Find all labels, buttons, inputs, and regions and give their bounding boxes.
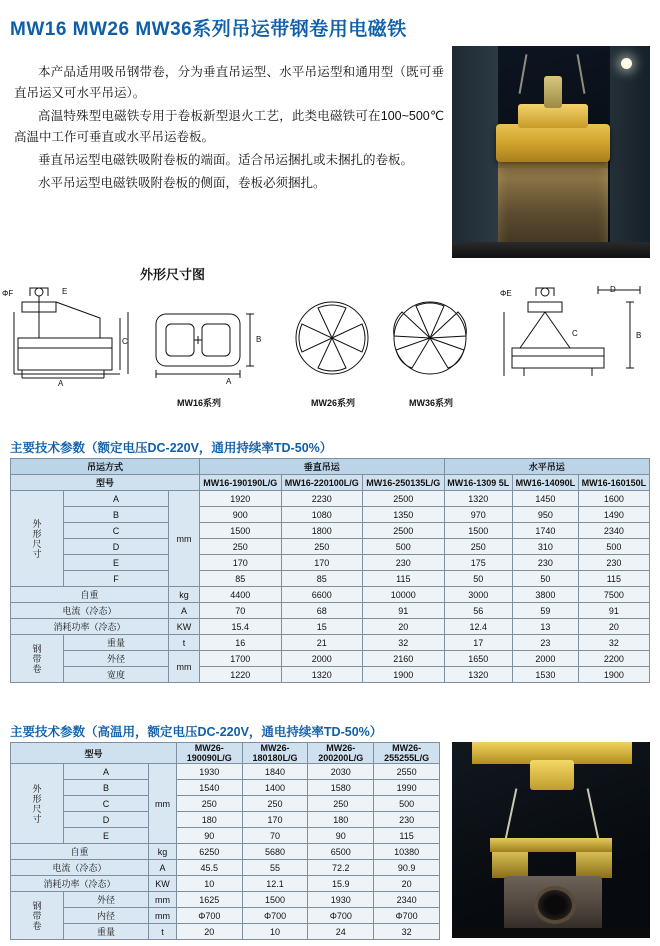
value-cell: 1580 xyxy=(308,780,374,796)
value-cell: 230 xyxy=(374,812,440,828)
value-cell: 250 xyxy=(308,796,374,812)
value-cell: 15.9 xyxy=(308,876,374,892)
unit-cell: mm xyxy=(169,651,200,683)
value-cell: 55 xyxy=(242,860,308,876)
model-cell: MW16-250135L/G xyxy=(363,475,445,491)
value-cell: 59 xyxy=(513,603,579,619)
drawing-caption-mw36: MW36系列 xyxy=(408,398,453,408)
svg-text:ΦF: ΦF xyxy=(2,289,14,298)
value-cell: 50 xyxy=(513,571,579,587)
svg-text:C: C xyxy=(122,337,128,346)
product-photo-top xyxy=(452,46,650,258)
value-cell: 170 xyxy=(242,812,308,828)
value-cell: 115 xyxy=(374,828,440,844)
svg-text:C: C xyxy=(572,329,578,338)
value-cell: 1530 xyxy=(513,667,579,683)
table-row xyxy=(11,459,650,475)
value-cell: 250 xyxy=(242,796,308,812)
model-cell: MW16-1309 5L xyxy=(444,475,512,491)
value-cell: 1900 xyxy=(578,667,649,683)
model-cell: MW16-190190L/G xyxy=(200,475,282,491)
value-cell: 45.5 xyxy=(176,860,242,876)
svg-text:B: B xyxy=(636,331,642,340)
page-title: MW16 MW26 MW36系列吊运带钢卷用电磁铁 xyxy=(10,19,407,40)
value-cell: 15.4 xyxy=(200,619,282,635)
table-row xyxy=(11,587,650,603)
table-row xyxy=(11,812,440,828)
value-cell: 20 xyxy=(363,619,445,635)
value-cell: 1625 xyxy=(176,892,242,908)
value-cell: 20 xyxy=(578,619,649,635)
value-cell: 20 xyxy=(176,924,242,940)
value-cell: 970 xyxy=(444,507,512,523)
photo-coil-bore xyxy=(538,890,572,920)
value-cell: 16 xyxy=(200,635,282,651)
value-cell: 70 xyxy=(200,603,282,619)
spec-table-1 xyxy=(10,458,650,683)
row-label: E xyxy=(64,828,149,844)
photo-magnet-left xyxy=(492,852,528,878)
value-cell: 1600 xyxy=(578,491,649,507)
photo-left-structure xyxy=(452,46,498,258)
table-row xyxy=(11,619,650,635)
value-cell: 1320 xyxy=(444,667,512,683)
value-cell: 230 xyxy=(513,555,579,571)
value-cell: 1700 xyxy=(200,651,282,667)
photo-spreader-beam xyxy=(490,838,612,852)
section2-heading: 主要技术参数（高温用，额定电压DC-220V，通电持续率TD-50%） xyxy=(10,725,383,739)
model-label: 型号 xyxy=(11,475,200,491)
value-cell: 1400 xyxy=(242,780,308,796)
svg-text:E: E xyxy=(62,287,68,296)
svg-text:D: D xyxy=(610,285,616,294)
row-label: C xyxy=(64,523,169,539)
value-cell: 70 xyxy=(242,828,308,844)
value-cell: 21 xyxy=(281,635,363,651)
value-cell: 2230 xyxy=(281,491,363,507)
photo-steel-coil xyxy=(498,154,608,250)
group-dimensions: 外形尺寸 xyxy=(11,491,64,587)
model-cell: MW16-14090L xyxy=(513,475,579,491)
value-cell: 1450 xyxy=(513,491,579,507)
unit-cell: kg xyxy=(169,587,200,603)
value-cell: 10380 xyxy=(374,844,440,860)
value-cell: 2160 xyxy=(363,651,445,667)
product-photo-bottom xyxy=(452,742,650,938)
value-cell: 6500 xyxy=(308,844,374,860)
value-cell: 1320 xyxy=(281,667,363,683)
unit-cell: t xyxy=(169,635,200,651)
table-row xyxy=(11,651,650,667)
unit-cell: KW xyxy=(149,876,177,892)
value-cell: 2200 xyxy=(578,651,649,667)
row-label: F xyxy=(64,571,169,587)
value-cell: 500 xyxy=(578,539,649,555)
value-cell: 91 xyxy=(363,603,445,619)
value-cell: 72.2 xyxy=(308,860,374,876)
unit-mm: mm xyxy=(169,491,200,587)
model-cell: MW26-255255L/G xyxy=(374,743,440,764)
value-cell: 1740 xyxy=(513,523,579,539)
row-label-weight: 自重 xyxy=(11,587,169,603)
unit-cell: A xyxy=(149,860,177,876)
svg-text:ΦE: ΦE xyxy=(500,289,512,298)
value-cell: 2030 xyxy=(308,764,374,780)
row-label-power: 消耗功率（冷态） xyxy=(11,876,149,892)
svg-text:A: A xyxy=(58,379,64,388)
value-cell: 6250 xyxy=(176,844,242,860)
value-cell: 900 xyxy=(200,507,282,523)
table-row xyxy=(11,764,440,780)
mode-vertical: 垂直吊运 xyxy=(200,459,445,475)
value-cell: 1540 xyxy=(176,780,242,796)
value-cell: 13 xyxy=(513,619,579,635)
value-cell: 90 xyxy=(176,828,242,844)
table-row xyxy=(11,491,650,507)
row-label: 重量 xyxy=(64,635,169,651)
table-row xyxy=(11,892,440,908)
group-coil: 钢带卷 xyxy=(11,635,64,683)
value-cell: 1930 xyxy=(308,892,374,908)
value-cell: 1500 xyxy=(444,523,512,539)
value-cell: 50 xyxy=(444,571,512,587)
value-cell: 1920 xyxy=(200,491,282,507)
photo-floor xyxy=(452,928,650,938)
value-cell: 950 xyxy=(513,507,579,523)
row-label: D xyxy=(64,812,149,828)
value-cell: 1500 xyxy=(242,892,308,908)
value-cell: 10 xyxy=(176,876,242,892)
value-cell: 6600 xyxy=(281,587,363,603)
value-cell: 115 xyxy=(363,571,445,587)
table-row xyxy=(11,876,440,892)
value-cell: 170 xyxy=(281,555,363,571)
value-cell: 250 xyxy=(176,796,242,812)
model-cell: MW26-190090L/G xyxy=(176,743,242,764)
value-cell: 1350 xyxy=(363,507,445,523)
mode-horizontal: 水平吊运 xyxy=(444,459,649,475)
model-cell: MW26-180180L/G xyxy=(242,743,308,764)
value-cell: 20 xyxy=(374,876,440,892)
value-cell: 85 xyxy=(281,571,363,587)
photo-crane-trolley xyxy=(530,760,574,790)
table-row xyxy=(11,844,440,860)
photo-hook xyxy=(544,76,562,108)
group-coil: 钢带卷 xyxy=(11,892,64,940)
row-label: 重量 xyxy=(64,924,149,940)
value-cell: 1220 xyxy=(200,667,282,683)
table-row xyxy=(11,667,650,683)
table-row xyxy=(11,539,650,555)
value-cell: Φ700 xyxy=(374,908,440,924)
model-label: 型号 xyxy=(11,743,177,764)
table-row xyxy=(11,924,440,940)
model-cell: MW16-160150L xyxy=(578,475,649,491)
unit-cell: t xyxy=(149,924,177,940)
model-cell: MW16-220100L/G xyxy=(281,475,363,491)
value-cell: 230 xyxy=(363,555,445,571)
value-cell: 2340 xyxy=(374,892,440,908)
value-cell: 1930 xyxy=(176,764,242,780)
table-row xyxy=(11,796,440,812)
value-cell: 2000 xyxy=(281,651,363,667)
photo-floor xyxy=(452,242,650,258)
value-cell: 3800 xyxy=(513,587,579,603)
value-cell: 180 xyxy=(308,812,374,828)
value-cell: 115 xyxy=(578,571,649,587)
row-label-power: 消耗功率（冷态） xyxy=(11,619,169,635)
table-row xyxy=(11,635,650,651)
row-label: 外径 xyxy=(64,651,169,667)
table-row xyxy=(11,523,650,539)
table-row xyxy=(11,571,650,587)
table-row xyxy=(11,860,440,876)
value-cell: 32 xyxy=(578,635,649,651)
value-cell: 180 xyxy=(176,812,242,828)
row-label: E xyxy=(64,555,169,571)
value-cell: Φ700 xyxy=(242,908,308,924)
intro-text xyxy=(14,62,444,196)
value-cell: 90 xyxy=(308,828,374,844)
value-cell: Φ700 xyxy=(176,908,242,924)
value-cell: 230 xyxy=(578,555,649,571)
row-label: B xyxy=(64,507,169,523)
table-row xyxy=(11,555,650,571)
intro-paragraph: 垂直吊运型电磁铁吸附卷板的端面。适合吊运捆扎或未捆扎的卷板。 xyxy=(38,153,414,167)
svg-text:A: A xyxy=(226,377,232,386)
row-label: 宽度 xyxy=(64,667,169,683)
value-cell: 2500 xyxy=(363,491,445,507)
intro-paragraph: 水平吊运型电磁铁吸附卷板的侧面，卷板必须捆扎。 xyxy=(38,176,326,190)
row-label: B xyxy=(64,780,149,796)
value-cell: 12.4 xyxy=(444,619,512,635)
value-cell: 32 xyxy=(363,635,445,651)
table-row xyxy=(11,603,650,619)
value-cell: 91 xyxy=(578,603,649,619)
row-label: C xyxy=(64,796,149,812)
value-cell: 2550 xyxy=(374,764,440,780)
photo-right-structure xyxy=(610,46,650,258)
value-cell: 1500 xyxy=(200,523,282,539)
unit-cell: mm xyxy=(149,892,177,908)
value-cell: 56 xyxy=(444,603,512,619)
intro-paragraph: 本产品适用吸吊钢带卷，分为垂直吊运型、水平吊运型和通用型（既可垂直吊运又可水平吊运）。 xyxy=(14,65,444,100)
value-cell: 10000 xyxy=(363,587,445,603)
value-cell: 250 xyxy=(444,539,512,555)
model-cell: MW26-200200L/G xyxy=(308,743,374,764)
value-cell: 7500 xyxy=(578,587,649,603)
value-cell: 5680 xyxy=(242,844,308,860)
value-cell: 2000 xyxy=(513,651,579,667)
drawing-title: 外形尺寸图 xyxy=(140,267,206,282)
value-cell: 500 xyxy=(363,539,445,555)
value-cell: 1490 xyxy=(578,507,649,523)
value-cell: 2500 xyxy=(363,523,445,539)
drawing-caption-mw26: MW26系列 xyxy=(310,398,355,408)
row-label: 外径 xyxy=(64,892,149,908)
row-label-current: 电流（冷态） xyxy=(11,603,169,619)
svg-text:B: B xyxy=(256,335,262,344)
value-cell: 1840 xyxy=(242,764,308,780)
dimension-drawings xyxy=(0,278,660,420)
value-cell: 10 xyxy=(242,924,308,940)
value-cell: 4400 xyxy=(200,587,282,603)
value-cell: 15 xyxy=(281,619,363,635)
value-cell: 175 xyxy=(444,555,512,571)
unit-cell: KW xyxy=(169,619,200,635)
value-cell: 310 xyxy=(513,539,579,555)
value-cell: 1650 xyxy=(444,651,512,667)
drawing-caption-mw16: MW16系列 xyxy=(176,398,221,408)
value-cell: 24 xyxy=(308,924,374,940)
value-cell: 68 xyxy=(281,603,363,619)
value-cell: 250 xyxy=(200,539,282,555)
value-cell: Φ700 xyxy=(308,908,374,924)
row-label: A xyxy=(64,764,149,780)
group-dimensions: 外形尺寸 xyxy=(11,764,64,844)
row-label: D xyxy=(64,539,169,555)
photo-magnet-right xyxy=(576,852,612,878)
value-cell: 32 xyxy=(374,924,440,940)
section1-heading: 主要技术参数（额定电压DC-220V，通用持续率TD-50%） xyxy=(10,441,333,455)
table-row xyxy=(11,828,440,844)
intro-paragraph: 高温特殊型电磁铁专用于卷板新型退火工艺，此类电磁铁可在100~500℃高温中工作可垂直或水平吊运卷板。 xyxy=(14,109,444,144)
unit-cell: mm xyxy=(149,908,177,924)
table-row xyxy=(11,507,650,523)
value-cell: 12.1 xyxy=(242,876,308,892)
row-label: A xyxy=(64,491,169,507)
value-cell: 23 xyxy=(513,635,579,651)
unit-cell: A xyxy=(169,603,200,619)
value-cell: 1900 xyxy=(363,667,445,683)
value-cell: 1080 xyxy=(281,507,363,523)
table-row xyxy=(11,743,440,764)
spec-table-2 xyxy=(10,742,440,940)
value-cell: 1800 xyxy=(281,523,363,539)
table-row xyxy=(11,475,650,491)
value-cell: 1990 xyxy=(374,780,440,796)
value-cell: 500 xyxy=(374,796,440,812)
row-label: 内径 xyxy=(64,908,149,924)
photo-light-source xyxy=(621,58,632,69)
value-cell: 170 xyxy=(200,555,282,571)
table-row xyxy=(11,908,440,924)
value-cell: 1320 xyxy=(444,491,512,507)
value-cell: 85 xyxy=(200,571,282,587)
value-cell: 90.9 xyxy=(374,860,440,876)
value-cell: 2340 xyxy=(578,523,649,539)
value-cell: 250 xyxy=(281,539,363,555)
row-label-current: 电流（冷态） xyxy=(11,860,149,876)
mode-label: 吊运方式 xyxy=(11,459,200,475)
unit-mm: mm xyxy=(149,764,177,844)
row-label-weight: 自重 xyxy=(11,844,149,860)
unit-cell: kg xyxy=(149,844,177,860)
photo-lifting-magnet xyxy=(496,124,610,162)
table-row xyxy=(11,780,440,796)
value-cell: 17 xyxy=(444,635,512,651)
value-cell: 3000 xyxy=(444,587,512,603)
